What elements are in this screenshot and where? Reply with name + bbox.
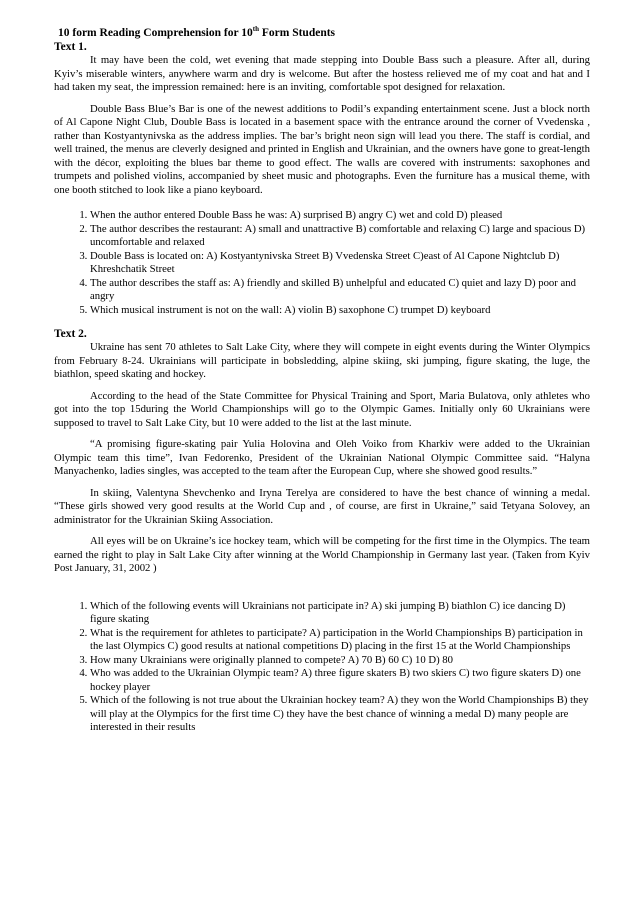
text1-section [54,40,590,317]
question-item: 5. Which of the following is not true about the Ukrainian hockey team? A) they won the World Championships B) they will play at the Olympics for the first time C) they have the best chance of winning a medal D) many people are interested in their results [90,694,590,735]
text2-paragraph: All eyes will be on Ukraine’s ice hockey team, which will be competing for the first time in the Olympics. The team earned the right to play in Salt Lake City after winning at the World Championship in Germany last year. (Taken from Kyiv Post January, 31, 2002 ) [54,535,590,574]
text1-paragraph: It may have been the cold, wet evening that made stepping into Double Bass such a pleasure. After all, during Kyiv’s miserable winters, anywhere warm and dry is welcome. But after the hostess relieved me of my coat and hat and I had taken my seat, the impression remained: here is an inviting, comfortable spot designed for relaxation. [54,54,590,93]
text2-paragraph: Ukraine has sent 70 athletes to Salt Lake City, where they will compete in eight events during the Winter Olympics from February 8-24. Ukrainians will participate in bobsledding, alpine skiing, ski jumping, figure skating, the luge, the biathlon, speed skating and hockey. [54,341,590,380]
text2-questions [54,600,590,735]
question-item: 3. Double Bass is located on: A) Kostyantynivska Street B) Vvedenska Street C)east of Al Capone Nightclub D) Khreshchatik Street [90,250,590,277]
question-item: 5. Which musical instrument is not on the wall: A) violin B) saxophone C) trumpet D) keyboard [90,304,590,318]
title-prefix: 10 form Reading Comprehension for 10 [58,27,253,39]
question-item: 2. What is the requirement for athletes to participate? A) participation in the World Championships B) participation in the last Olympics C) good results at national competitions D) placing in the first 15 at the World Championships [90,627,590,654]
text2-paragraph: According to the head of the State Committee for Physical Training and Sport, Maria Bulatova, only athletes who got into the top 15during the World Championships will go to the Olympic Games. Initially only 60 Ukrainians were supposed to travel to Salt Lake City, but 10 were added to the list at the last minute. [54,389,590,429]
text2-section [54,327,590,735]
text1-questions [54,209,590,317]
text2-paragraph: “A promising figure-skating pair Yulia Holovina and Oleh Voiko from Kharkiv were added to the Ukrainian Olympic team this time”, Ivan Fedorenko, President of the Ukrainian National Olympic Committee said. “Halyna Manyachenko, ladies singles, was accepted to the team after the European Cup, where she showed good results.” [54,438,590,477]
question-item: 1. Which of the following events will Ukrainians not participate in? A) ski jumping B) biathlon C) ice dancing D) figure skating [90,600,590,627]
text2-label: Text 2. [54,328,87,340]
title-suffix: Form Students [259,27,336,39]
page-title [58,26,590,40]
question-item: 4. Who was added to the Ukrainian Olympic team? A) three figure skaters B) two skiers C) two figure skaters D) one hockey player [90,667,590,694]
question-item: 4. The author describes the staff as: A) friendly and skilled B) unhelpful and educated C) quiet and lazy D) poor and angry [90,277,590,304]
text2-paragraph: In skiing, Valentyna Shevchenko and Iryna Terelya are considered to have the best chance of winning a medal. “These girls showed very good results at the World Cup and , of course, are first in Ukraine,” said Tetyana Solovey, an administrator for the Ukrainian Skiing Association. [54,486,590,526]
question-item: 1. When the author entered Double Bass he was: A) surprised B) angry C) wet and cold D) pleased [90,209,590,223]
title-superscript: th [252,25,259,34]
text1-paragraph: Double Bass Blue’s Bar is one of the newest additions to Podil’s expanding entertainment scene. Just a block north of Al Capone Night Club, Double Bass is located in a basement space with the entrance around the corner of Vvedenska , rather than Kostyantynivska as the address implies. The bar’s bright neon sign will lead you there. The staff is cordial, and well trained, the menus are cleverly designed and printed in English and Ukrainian, and the owners have gone to great-length with the décor, exploiting the blues bar theme to good effect. The walls are covered with instruments: saxophones and trumpets and polished violins, accompanied by sheet music and photographs. Even the furniture has a musical theme, with one booth stitched to look like a piano keyboard. [54,102,590,196]
document-page [54,26,590,735]
question-item: 2. The author describes the restaurant: A) small and unattractive B) comfortable and relaxing C) large and spacious D) uncomfortable and relaxed [90,223,590,250]
question-item: 3. How many Ukrainians were originally planned to compete? A) 70 B) 60 C) 10 D) 80 [90,654,590,668]
text1-label: Text 1. [54,41,87,53]
